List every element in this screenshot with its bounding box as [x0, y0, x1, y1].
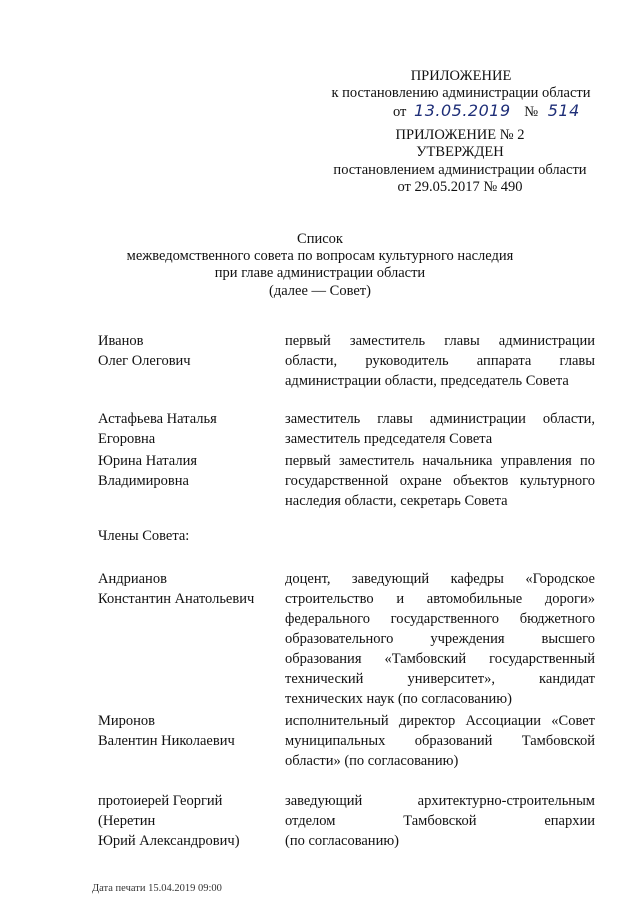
- appendix-to-resolution: к постановлению администрации области: [331, 85, 591, 101]
- person-position: первый заместитель главы администрации области, руководитель аппарата главы администрации области, председатель Совета: [285, 333, 595, 389]
- appendix-2-heading: ПРИЛОЖЕНИЕ № 2: [395, 127, 525, 143]
- approved-heading: УТВЕРЖДЕН: [416, 144, 504, 160]
- print-date: Дата печати 15.04.2019 09:00: [92, 883, 222, 894]
- resolution-date-line: [393, 102, 580, 121]
- person-position: заведующий архитектурно-строительным отделом Тамбовской епархии (по согласованию): [285, 793, 595, 849]
- person-name: Астафьева Наталья Егоровна: [98, 411, 217, 447]
- number-sign: №: [524, 104, 539, 120]
- person-position: первый заместитель начальника управления по государственной охране объектов культурного наследия области, секретарь Совета: [285, 453, 595, 509]
- person-position: доцент, заведующий кафедры «Городское строительство и автомобильные дороги» федерального государственного бюджетного образовательного учреждения высшего образования «Тамбовский государственный технический университет», кандидат технических наук (по согласованию): [285, 571, 595, 707]
- person-name: Андрианов Константин Анатольевич: [98, 571, 255, 607]
- appendix-heading: ПРИЛОЖЕНИЕ: [410, 68, 512, 84]
- members-heading: Члены Совета:: [98, 528, 190, 544]
- person-name: Иванов Олег Олегович: [98, 333, 191, 369]
- list-title-governor: при главе администрации области: [214, 265, 426, 281]
- approved-date: от 29.05.2017 № 490: [397, 179, 523, 195]
- person-name: Миронов Валентин Николаевич: [98, 713, 235, 749]
- person-name: Юрина Наталия Владимировна: [98, 453, 198, 489]
- list-title: Список: [297, 231, 343, 247]
- list-title-abbrev: (далее — Совет): [269, 283, 371, 299]
- person-position: исполнительный директор Ассоциации «Совет муниципальных образований Тамбовской области» (по согласованию): [285, 713, 595, 769]
- approved-by: постановлением администрации области: [333, 162, 587, 178]
- person-name: протоиерей Георгий (Неретин Юрий Александрович): [98, 793, 240, 849]
- handwritten-date: 13.05.2019: [414, 101, 511, 120]
- list-title-council: межведомственного совета по вопросам культурного наследия: [126, 248, 514, 264]
- handwritten-number: 514: [547, 101, 580, 120]
- person-position: заместитель главы администрации области, заместитель председателя Совета: [285, 411, 595, 447]
- from-prefix: от: [393, 104, 407, 120]
